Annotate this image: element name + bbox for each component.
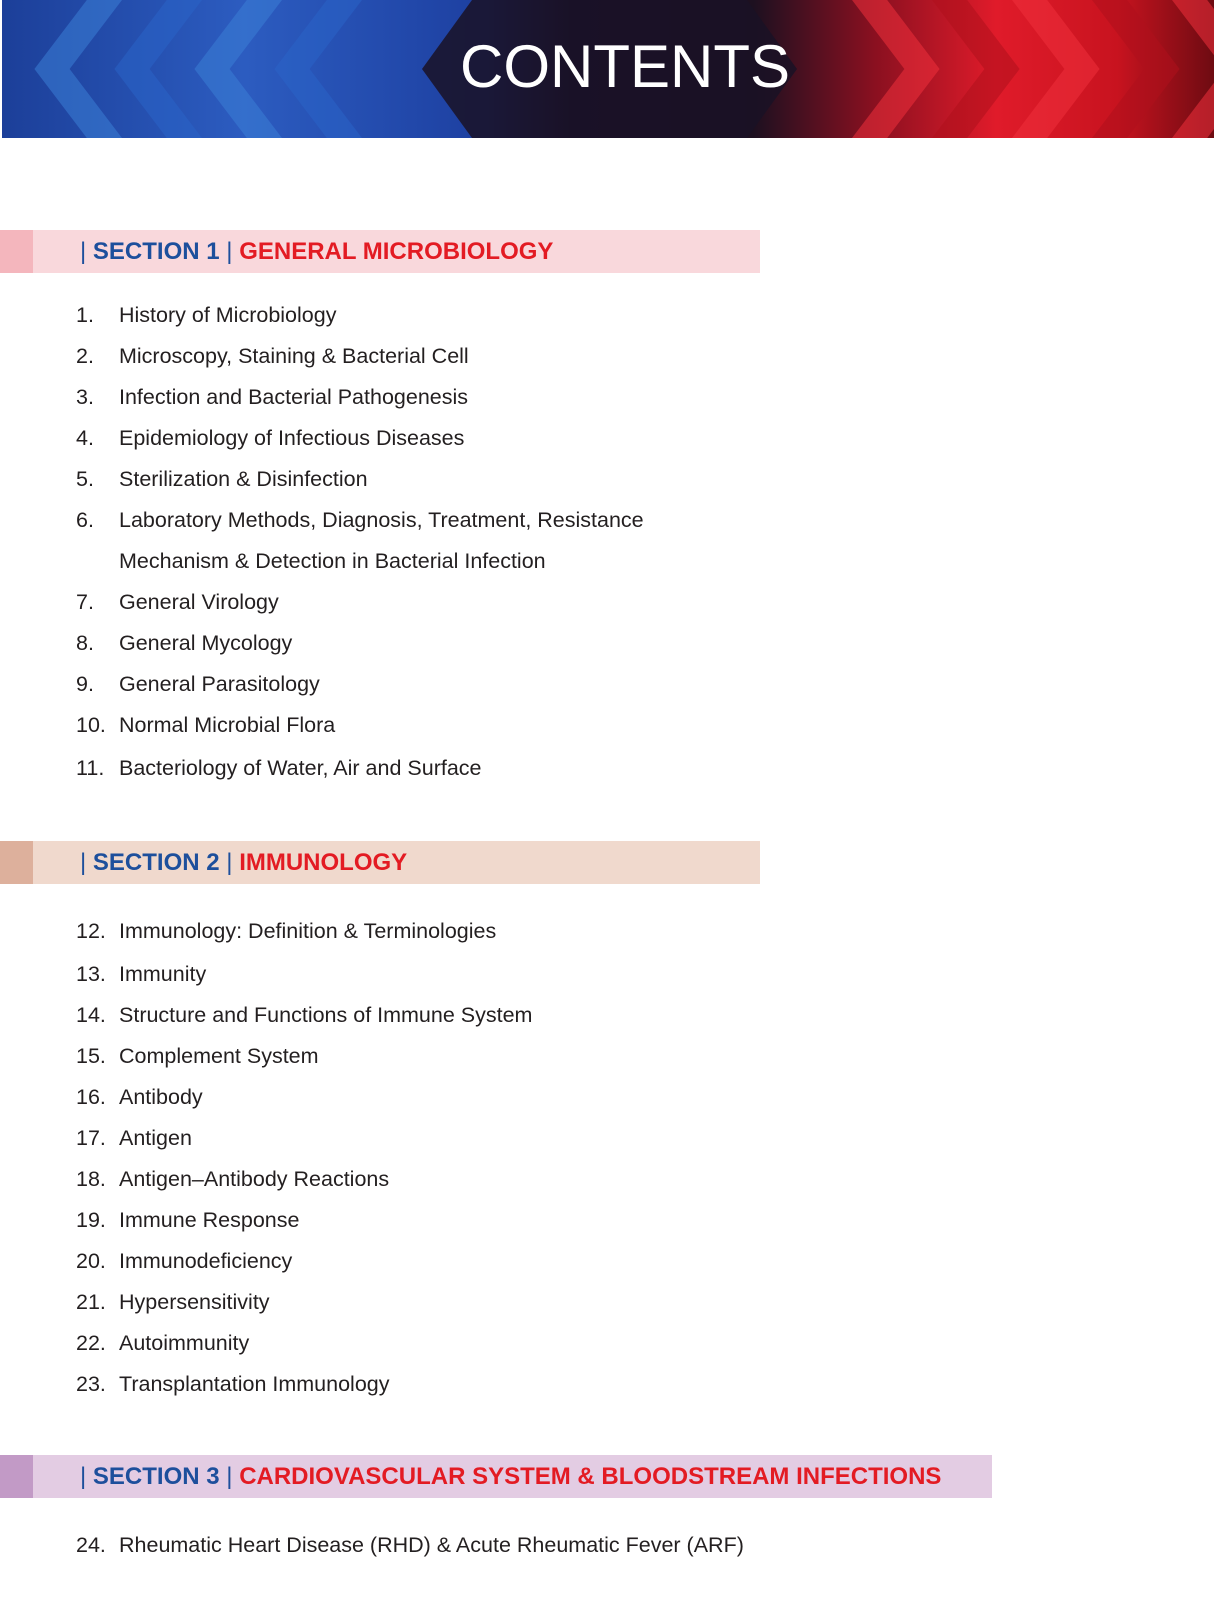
chapter-title: General Parasitology: [119, 672, 320, 696]
contents-banner: [2, 0, 1214, 138]
chapter-item[interactable]: [76, 1159, 532, 1200]
chapter-title: Bacteriology of Water, Air and Surface: [119, 756, 482, 780]
chapter-item[interactable]: [76, 705, 644, 746]
chapter-item[interactable]: [76, 582, 644, 623]
chapter-title: Immunology: Definition & Terminologies: [119, 919, 497, 943]
chapter-number: 19.: [76, 1208, 106, 1232]
section-1-chapters: [76, 295, 644, 789]
chapter-item[interactable]: [76, 1525, 744, 1566]
chapter-title: Immune Response: [119, 1208, 300, 1232]
chapter-item[interactable]: [76, 954, 532, 995]
chapter-number: 5.: [76, 467, 94, 491]
chapter-number: 13.: [76, 962, 106, 986]
chapter-number: 10.: [76, 713, 106, 737]
chapter-number: 18.: [76, 1167, 106, 1191]
chapter-title: Immunity: [119, 962, 207, 986]
chapter-number: 23.: [76, 1372, 106, 1396]
chapter-number: 15.: [76, 1044, 106, 1068]
section-tab: [0, 841, 33, 884]
chapter-title: Immunodeficiency: [119, 1249, 293, 1273]
chapter-item[interactable]: [76, 664, 644, 705]
section-title: IMMUNOLOGY: [239, 849, 408, 876]
chapter-number: 21.: [76, 1290, 106, 1314]
chapter-number: 14.: [76, 1003, 106, 1027]
chapter-item[interactable]: [76, 623, 644, 664]
chapter-item[interactable]: [76, 1282, 532, 1323]
chapter-title: Hypersensitivity: [119, 1290, 270, 1314]
chapter-title: Autoimmunity: [119, 1331, 250, 1355]
section-label: SECTION 1: [92, 238, 220, 265]
chapter-item[interactable]: [76, 748, 644, 789]
chapter-title: Sterilization & Disinfection: [119, 467, 368, 491]
chapter-number: 22.: [76, 1331, 106, 1355]
section-label: SECTION 2: [92, 849, 220, 876]
chapter-number: 24.: [76, 1533, 106, 1557]
chapter-item[interactable]: [76, 336, 644, 377]
section-title: GENERAL MICROBIOLOGY: [239, 238, 554, 265]
chapter-number: 1.: [76, 303, 94, 327]
chapter-title: Structure and Functions of Immune System: [119, 1003, 533, 1027]
section-2-chapters: [76, 911, 532, 1405]
chapter-number: 9.: [76, 672, 94, 696]
section-tab: [0, 1455, 33, 1498]
chapter-title: Normal Microbial Flora: [119, 713, 336, 737]
chapter-number: 3.: [76, 385, 94, 409]
section-1-header: | SECTION 1 | GENERAL MICROBIOLOGY: [0, 230, 760, 273]
chapter-number: 7.: [76, 590, 94, 614]
section-2-header: | SECTION 2 | IMMUNOLOGY: [0, 841, 760, 884]
chapter-title-continued: Mechanism & Detection in Bacterial Infection: [119, 549, 546, 573]
chapter-title: General Mycology: [119, 631, 293, 655]
chapter-item[interactable]: [76, 1323, 532, 1364]
chapter-item[interactable]: [76, 1036, 532, 1077]
chapter-number: 4.: [76, 426, 94, 450]
chapter-title: General Virology: [119, 590, 279, 614]
chapter-item[interactable]: [76, 1200, 532, 1241]
chapter-item[interactable]: [76, 1241, 532, 1282]
chapter-number: 8.: [76, 631, 94, 655]
chapter-item[interactable]: [76, 295, 644, 336]
chapter-item[interactable]: [76, 500, 644, 541]
chapter-item[interactable]: [76, 1118, 532, 1159]
chapter-title: History of Microbiology: [119, 303, 337, 327]
section-3-chapters: [76, 1525, 744, 1566]
chapter-number: 12.: [76, 919, 106, 943]
chapter-number: 20.: [76, 1249, 106, 1273]
chapter-item[interactable]: [76, 1077, 532, 1118]
section-title: CARDIOVASCULAR SYSTEM & BLOODSTREAM INFECTIONS: [239, 1463, 942, 1490]
section-3-header: | SECTION 3 | CARDIOVASCULAR SYSTEM & BLOODSTREAM INFECTIONS: [0, 1455, 992, 1498]
chapter-title: Rheumatic Heart Disease (RHD) & Acute Rheumatic Fever (ARF): [119, 1533, 744, 1557]
chapter-number: 11.: [76, 756, 105, 780]
chapter-title: Complement System: [119, 1044, 319, 1068]
chapter-title: Antigen–Antibody Reactions: [119, 1167, 390, 1191]
chapter-title: Transplantation Immunology: [119, 1372, 390, 1396]
chapter-number: 6.: [76, 508, 94, 532]
chapter-item[interactable]: [76, 418, 644, 459]
chapter-item[interactable]: [76, 911, 532, 952]
chapter-item-continued[interactable]: [76, 541, 644, 582]
chapter-item[interactable]: [76, 995, 532, 1036]
chapter-number: 2.: [76, 344, 94, 368]
chapter-title: Epidemiology of Infectious Diseases: [119, 426, 465, 450]
chapter-item[interactable]: [76, 1364, 532, 1405]
chapter-title: Microscopy, Staining & Bacterial Cell: [119, 344, 469, 368]
chapter-title: Antibody: [119, 1085, 203, 1109]
chapter-title: Laboratory Methods, Diagnosis, Treatment, Resistance: [119, 508, 644, 532]
chapter-number: 17.: [76, 1126, 106, 1150]
chapter-number: 16.: [76, 1085, 106, 1109]
section-label: SECTION 3: [92, 1463, 220, 1490]
page-title: CONTENTS: [460, 33, 790, 100]
chapter-item[interactable]: [76, 377, 644, 418]
chapter-title: Antigen: [119, 1126, 192, 1150]
section-tab: [0, 230, 33, 273]
chapter-title: Infection and Bacterial Pathogenesis: [119, 385, 469, 409]
chapter-item[interactable]: [76, 459, 644, 500]
